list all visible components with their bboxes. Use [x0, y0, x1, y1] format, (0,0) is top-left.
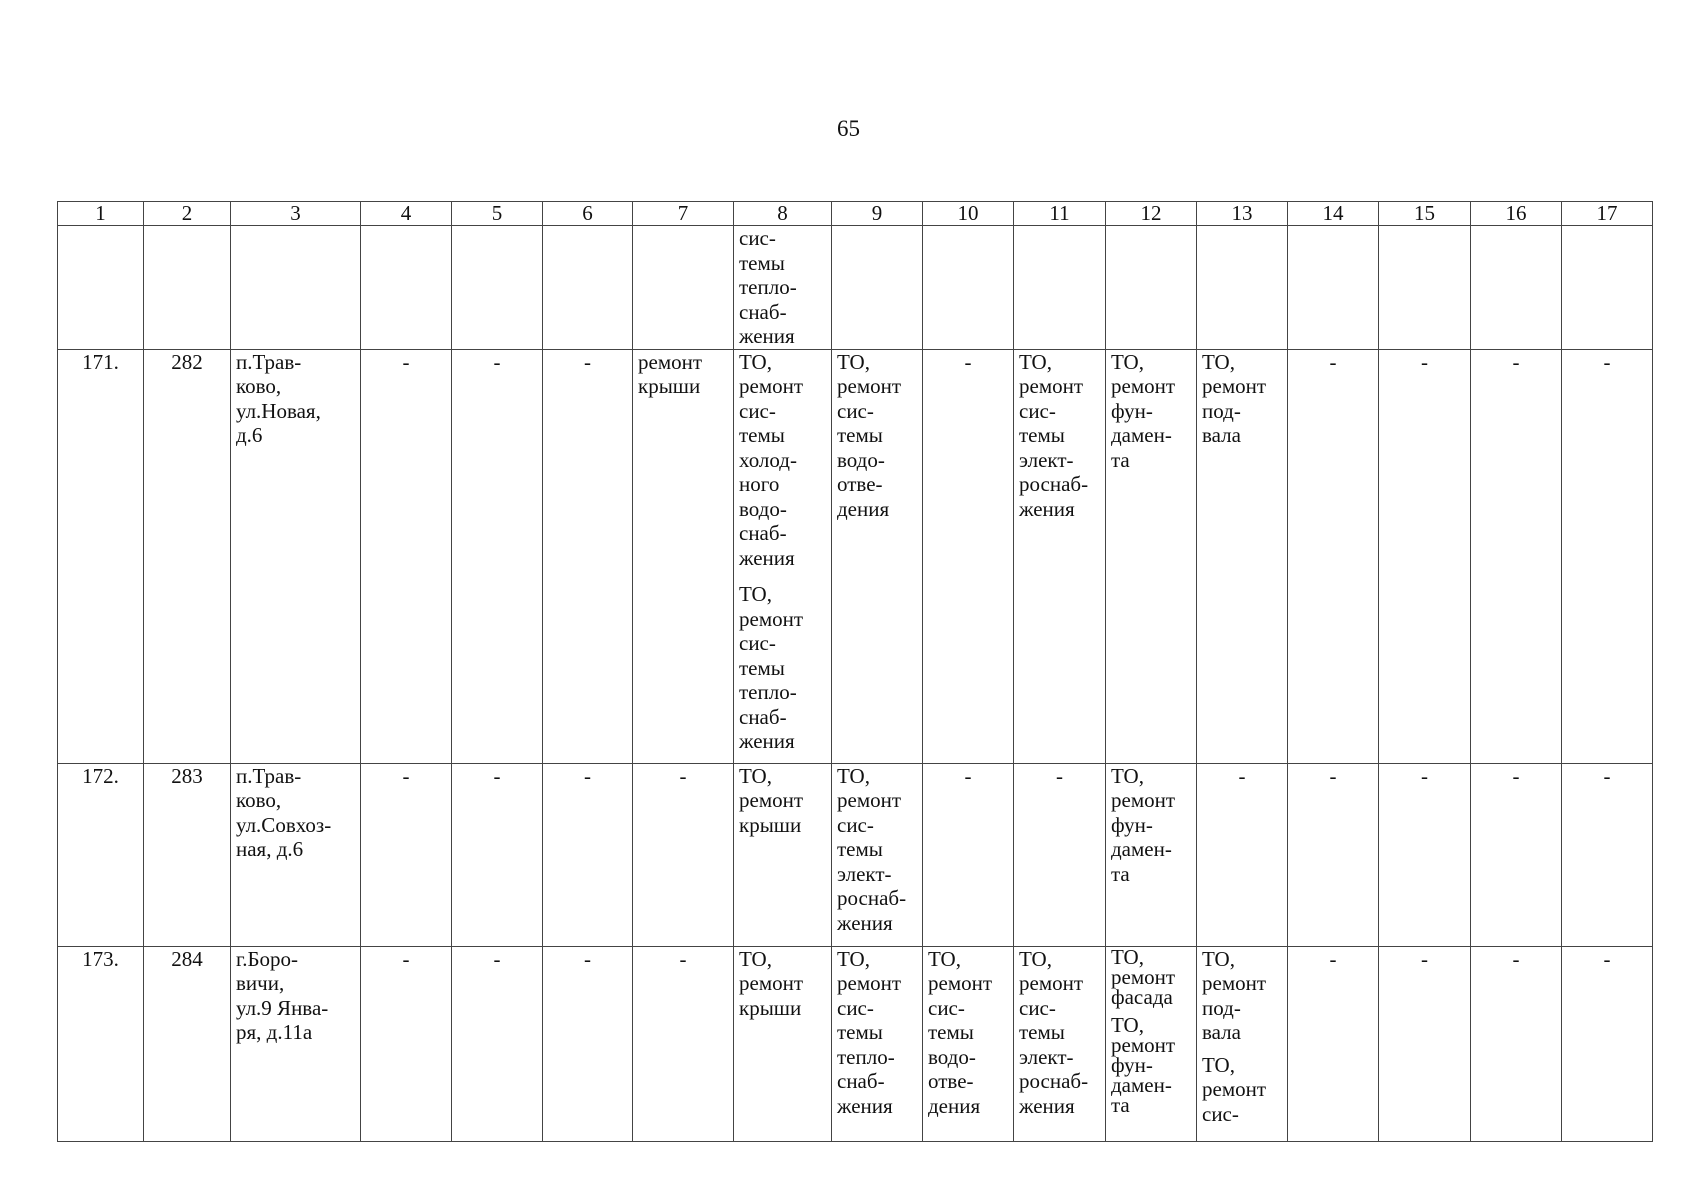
- table-cell: -: [543, 763, 633, 946]
- table-cell: -: [1562, 946, 1653, 1141]
- address-text: г.Боро- вичи, ул.9 Янва- ря, д.11а: [236, 946, 329, 1044]
- table-cell: [543, 226, 633, 350]
- table-cell: [633, 226, 734, 350]
- table-cell: -: [1288, 763, 1379, 946]
- continuation-row: [58, 226, 1653, 350]
- table-cell: -: [361, 946, 452, 1141]
- cell-text: ТО, ремонт сис- темы водо- отве- дения: [928, 946, 993, 1118]
- table-row: [58, 946, 1653, 1141]
- table-cell: [231, 226, 361, 350]
- table-cell: [1106, 349, 1197, 763]
- cell-text: ТО, ремонт фун- дамен- та: [1111, 349, 1176, 472]
- address-cell: [231, 349, 361, 763]
- cell-text: ремонт крыши: [638, 349, 703, 398]
- table-cell: [1471, 226, 1562, 350]
- table-cell: -: [923, 763, 1014, 946]
- table-cell: -: [923, 349, 1014, 763]
- column-header: 13: [1197, 202, 1288, 226]
- table-cell: -: [1379, 946, 1471, 1141]
- table-cell: -: [543, 946, 633, 1141]
- table-cell: -: [633, 946, 734, 1141]
- cell-text: ТО, ремонт сис- темы холод- ного водо- снаб- жения: [739, 349, 804, 570]
- table-row: [58, 763, 1653, 946]
- address-text: п.Трав- ково, ул.Совхоз- ная, д.6: [236, 763, 332, 861]
- table-cell: [452, 226, 543, 350]
- table-cell: -: [361, 763, 452, 946]
- table-cell: [1014, 946, 1106, 1141]
- table-cell: -: [1471, 763, 1562, 946]
- table-cell: [1106, 946, 1197, 1141]
- cell-text: ТО, ремонт под- вала: [1202, 349, 1267, 447]
- building-id: 282: [144, 349, 231, 763]
- table-cell: -: [1562, 763, 1653, 946]
- table-cell: [923, 946, 1014, 1141]
- table-cell: [832, 763, 923, 946]
- column-header: 14: [1288, 202, 1379, 226]
- cell-text: ТО, ремонт сис- темы элект- роснаб- жения: [1019, 349, 1089, 521]
- table-cell: -: [452, 763, 543, 946]
- row-number: 172.: [58, 763, 144, 946]
- table-cell: [58, 226, 144, 350]
- column-header: 6: [543, 202, 633, 226]
- table-cell: -: [452, 946, 543, 1141]
- cell-text: ТО, ремонт крыши: [739, 946, 804, 1020]
- table-cell: [1197, 226, 1288, 350]
- cell-text: ТО, ремонт фасада: [1111, 946, 1176, 1009]
- cell-text: ТО, ремонт под- вала: [1202, 946, 1267, 1044]
- column-header: 8: [734, 202, 832, 226]
- table-cell: [361, 226, 452, 350]
- table-cell: [734, 946, 832, 1141]
- cell-text: ТО, ремонт сис- темы элект- роснаб- жения: [837, 763, 907, 935]
- cell-text: сис- темы тепло- снаб- жения: [739, 226, 797, 348]
- table-cell: [144, 226, 231, 350]
- table-cell: [1106, 226, 1197, 350]
- column-header: 4: [361, 202, 452, 226]
- cell-text: ТО, ремонт сис- темы тепло- снаб- жения: [837, 946, 902, 1118]
- table-cell: [832, 226, 923, 350]
- column-header: 9: [832, 202, 923, 226]
- column-header: 11: [1014, 202, 1106, 226]
- address-cell: [231, 946, 361, 1141]
- table-cell: [734, 226, 832, 350]
- table-cell: -: [361, 349, 452, 763]
- column-header: 10: [923, 202, 1014, 226]
- column-header: 3: [231, 202, 361, 226]
- row-number: 171.: [58, 349, 144, 763]
- repair-schedule-table: [57, 201, 1653, 1142]
- table-row: [58, 349, 1653, 763]
- table-cell: -: [1471, 349, 1562, 763]
- table-cell: [832, 946, 923, 1141]
- table-cell: -: [1288, 349, 1379, 763]
- cell-text: ТО, ремонт сис- темы тепло- снаб- жения: [739, 582, 804, 753]
- building-id: 283: [144, 763, 231, 946]
- column-number-row: [58, 202, 1653, 226]
- table-cell: -: [1379, 349, 1471, 763]
- cell-text: ТО, ремонт сис-: [1202, 1052, 1267, 1126]
- table-cell: [1379, 226, 1471, 350]
- table-cell: -: [1288, 946, 1379, 1141]
- building-id: 284: [144, 946, 231, 1141]
- table-cell: [832, 349, 923, 763]
- cell-text: ТО, ремонт фун- дамен- та: [1111, 1012, 1176, 1117]
- column-header: 15: [1379, 202, 1471, 226]
- column-header: 16: [1471, 202, 1562, 226]
- page-number: 65: [837, 116, 860, 141]
- table-cell: -: [1014, 763, 1106, 946]
- table-cell: [1197, 946, 1288, 1141]
- table-cell: -: [1471, 946, 1562, 1141]
- cell-text: ТО, ремонт крыши: [739, 763, 804, 837]
- table-cell: [923, 226, 1014, 350]
- table-cell: [1197, 349, 1288, 763]
- row-number: 173.: [58, 946, 144, 1141]
- column-header: 12: [1106, 202, 1197, 226]
- table-cell: [734, 763, 832, 946]
- table-cell: [1014, 226, 1106, 350]
- column-header: 2: [144, 202, 231, 226]
- table-cell: [734, 349, 832, 763]
- column-header: 17: [1562, 202, 1653, 226]
- table-cell: [1014, 349, 1106, 763]
- column-header: 5: [452, 202, 543, 226]
- table-cell: -: [543, 349, 633, 763]
- column-header: 7: [633, 202, 734, 226]
- table-cell: [1106, 763, 1197, 946]
- table-cell: -: [1379, 763, 1471, 946]
- column-header: 1: [58, 202, 144, 226]
- address-text: п.Трав- ково, ул.Новая, д.6: [236, 349, 321, 447]
- table-cell: [633, 349, 734, 763]
- table-cell: -: [1562, 349, 1653, 763]
- table-cell: -: [452, 349, 543, 763]
- address-cell: [231, 763, 361, 946]
- table-cell: -: [633, 763, 734, 946]
- table-cell: [1288, 226, 1379, 350]
- cell-text: ТО, ремонт сис- темы элект- роснаб- жения: [1019, 946, 1089, 1118]
- table-cell: [1562, 226, 1653, 350]
- cell-text: ТО, ремонт сис- темы водо- отве- дения: [837, 349, 902, 521]
- cell-text: ТО, ремонт фун- дамен- та: [1111, 763, 1176, 886]
- table-cell: -: [1197, 763, 1288, 946]
